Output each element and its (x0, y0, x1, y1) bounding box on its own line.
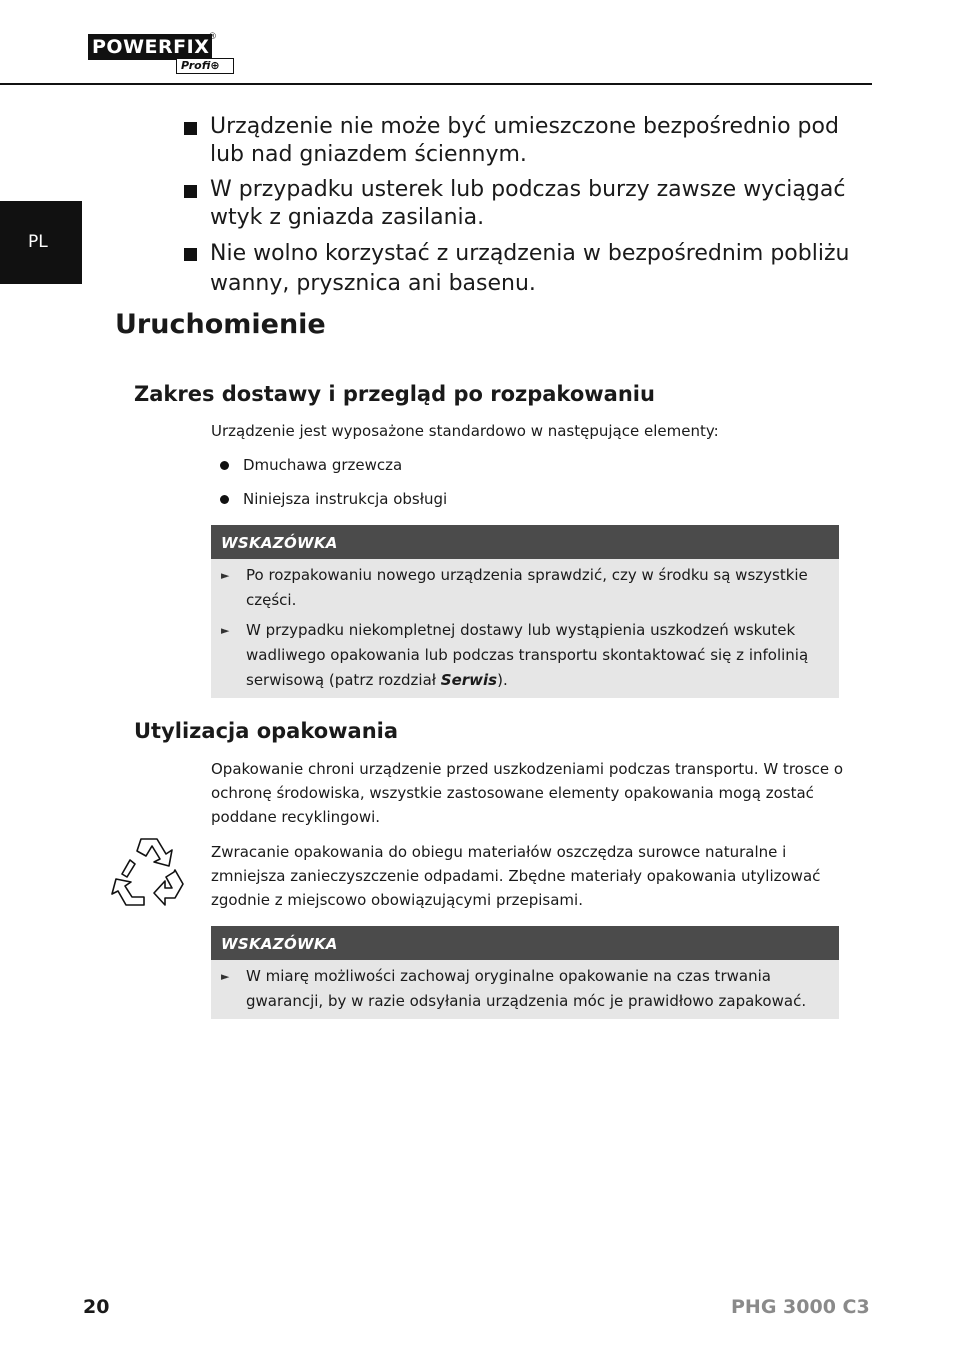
safety-bullet (184, 239, 854, 299)
safety-bullet (184, 176, 854, 232)
brand-logo (88, 34, 234, 76)
note-item-text-tail: ). (497, 671, 508, 689)
safety-bullet-text: Nie wolno korzystać z urządzenia w bezpośrednim pobliżu wanny, prysznica ani basenu. (210, 241, 850, 296)
note-item (221, 618, 831, 693)
arrow-bullet-icon: ► (221, 970, 230, 983)
model-number: PHG 3000 C3 (731, 1296, 870, 1318)
note-body (211, 559, 839, 693)
recycle-icon (108, 833, 190, 911)
language-tab: PL (0, 201, 82, 284)
note-box-delivery (211, 525, 839, 698)
note-item-text: W przypadku niekompletnej dostawy lub wystąpienia uszkodzeń wskutek wadliwego opakowania lub podczas transportu skontaktować się z infolinią serwisową (patrz rozdział (246, 621, 809, 689)
safety-bullet-text: W przypadku usterek lub podczas burzy zawsze wyciągać wtyk z gniazda zasilania. (210, 177, 846, 230)
square-bullet-icon (184, 248, 197, 261)
square-bullet-icon (184, 122, 197, 135)
list-item (211, 453, 841, 477)
list-item-text: Dmuchawa grzewcza (243, 456, 403, 474)
arrow-bullet-icon: ► (221, 569, 230, 582)
delivery-intro: Urządzenie jest wyposażone standardowo w następujące elementy: (211, 422, 719, 440)
square-bullet-icon (184, 185, 197, 198)
service-chapter-reference: Serwis (440, 671, 498, 689)
page-number: 20 (83, 1296, 110, 1318)
dot-bullet-icon (220, 495, 229, 504)
delivery-heading: Zakres dostawy i przegląd po rozpakowaniu (134, 382, 655, 406)
note-item-text: W miarę możliwości zachowaj oryginalne opakowanie na czas trwania gwarancji, by w razie odsyłania urządzenia móc je prawidłowo zapakować. (246, 967, 807, 1010)
note-item (221, 563, 831, 613)
logo-sub-mark: ⊕ (210, 59, 220, 72)
note-item-text: Po rozpakowaniu nowego urządzenia sprawdzić, czy w środku są wszystkie części. (246, 566, 808, 609)
safety-bullet-list (184, 113, 854, 306)
disposal-heading: Utylizacja opakowania (134, 719, 399, 743)
list-item-text: Niniejsza instrukcja obsługi (243, 490, 448, 508)
section-title: Uruchomienie (115, 309, 326, 340)
note-heading: WSKAZÓWKA (211, 525, 839, 559)
note-item (221, 964, 831, 1014)
logo-registered-mark: ® (208, 32, 217, 42)
note-heading: WSKAZÓWKA (211, 926, 839, 960)
disposal-paragraph-1: Opakowanie chroni urządzenie przed uszkodzeniami podczas transportu. W trosce o ochronę środowiska, wszystkie zastosowane elementy opakowania mogą zostać poddane recyklingowi. (211, 760, 844, 826)
logo-sub-text: Profi (181, 59, 211, 72)
logo-sub-badge (176, 58, 234, 74)
dot-bullet-icon (220, 461, 229, 470)
delivery-item-list (211, 453, 841, 521)
safety-bullet (184, 113, 854, 169)
arrow-bullet-icon: ► (221, 624, 230, 637)
note-box-packaging (211, 926, 839, 1019)
logo-main-text: POWERFIX (88, 34, 212, 60)
safety-bullet-text: Urządzenie nie może być umieszczone bezpośrednio pod lub nad gniazdem ściennym. (210, 114, 839, 167)
note-body (211, 960, 839, 1014)
list-item (211, 487, 841, 511)
disposal-paragraph-2: Zwracanie opakowania do obiegu materiałów oszczędza surowce naturalne i zmniejsza zanieczyszczenie odpadami. Zbędne materiały opakowania utylizować zgodnie z miejscowo obowiązującymi przepisami. (211, 843, 821, 909)
header-divider (0, 83, 872, 85)
